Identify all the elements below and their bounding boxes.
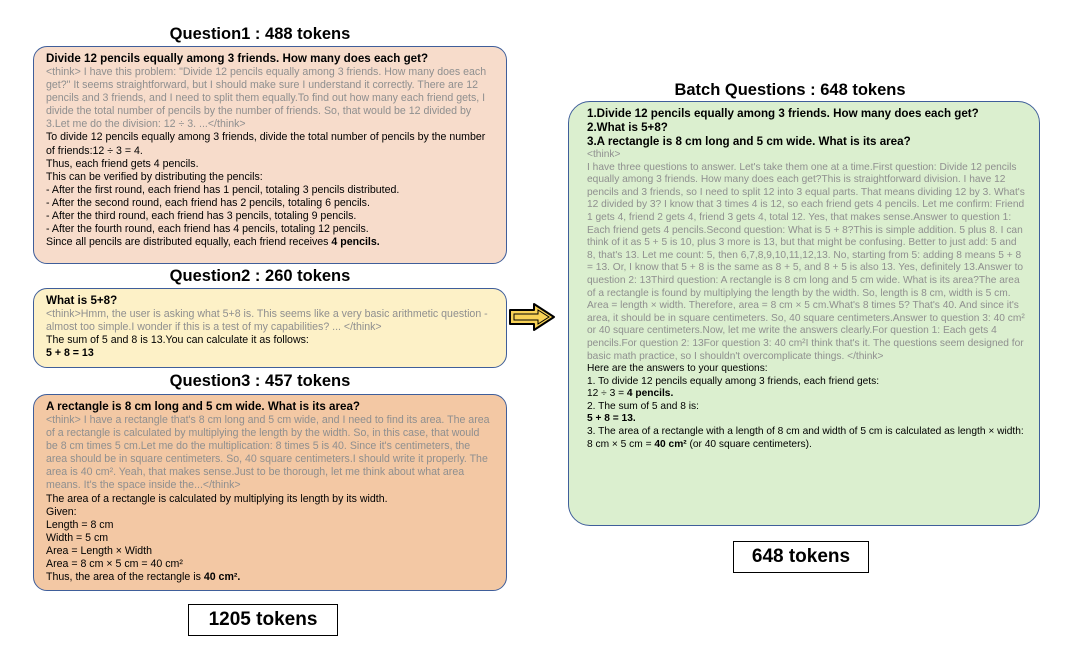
q1-box bbox=[33, 46, 507, 264]
q3-final-prefix: Thus, the area of the rectangle is bbox=[46, 571, 204, 584]
q1-answer-line: To divide 12 pencils equally among 3 friends, divide the total number of pencils by the number of friends:12 ÷ 3 = 4. bbox=[46, 131, 486, 157]
batch-question: 1.Divide 12 pencils equally among 3 friends. How many does each get? bbox=[587, 107, 979, 120]
right-arrow-icon bbox=[508, 302, 556, 332]
q3-think: <think> I have a rectangle that's 8 cm long and 5 cm wide, and I need to find its area. The area of a rectangle is calculated by multiplying the length by the width. So, in this case, that would be 8 cm times 5 cm.Let me do the multiplication: 8 times 5 is 40. Since it's centimeters, the area should be in square centimeters. So, 40 square centimeters.I should write it properly. The area is 40 cm². Yeah, that makes sense.Just to be thorough, let me think about what area means. It's the space inside the...</think> bbox=[46, 414, 490, 492]
q2-heading: Question2 : 260 tokens bbox=[169, 267, 351, 285]
batch-question: 2.What is 5+8? bbox=[587, 121, 668, 134]
batch-answer-1-bold: 4 pencils. bbox=[626, 388, 674, 400]
q1-answer-line: This can be verified by distributing the pencils: bbox=[46, 170, 263, 183]
batch-answer-3-result bbox=[587, 439, 1025, 452]
q1-final bbox=[46, 236, 494, 249]
q3-question: A rectangle is 8 cm long and 5 cm wide. What is its area? bbox=[46, 400, 360, 413]
left-total-badge: 1205 tokens bbox=[188, 604, 338, 636]
batch-think-open: <think> bbox=[587, 149, 621, 160]
q3-final-bold: 40 cm². bbox=[203, 571, 241, 584]
q3-heading: Question3 : 457 tokens bbox=[169, 372, 351, 390]
q2-question: What is 5+8? bbox=[46, 294, 118, 307]
q1-answer-line: - After the third round, each friend has 3 pencils, totaling 9 pencils. bbox=[46, 210, 357, 223]
q2-think: <think>Hmm, the user is asking what 5+8 is. This seems like a very basic arithmetic question - almost too simple.I wonder if this is a test of my capabilities? ... </think> bbox=[46, 308, 488, 334]
q2-box bbox=[33, 288, 507, 368]
q3-box bbox=[33, 394, 507, 591]
q3-answer-line: Given: bbox=[46, 505, 77, 518]
q1-question: Divide 12 pencils equally among 3 friends. How many does each get? bbox=[46, 52, 429, 65]
batch-box bbox=[568, 101, 1040, 526]
q2-answer: The sum of 5 and 8 is 13.You can calculate it as follows: bbox=[46, 334, 309, 347]
q3-answer-line: Area = Length × Width bbox=[46, 544, 153, 557]
batch-heading: Batch Questions : 648 tokens bbox=[674, 81, 906, 99]
q1-answer-line: - After the fourth round, each friend has 4 pencils, totaling 12 pencils. bbox=[46, 223, 369, 236]
q1-final-bold: 4 pencils. bbox=[331, 236, 380, 249]
q3-answer-line: The area of a rectangle is calculated by multiplying its length by its width. bbox=[46, 492, 388, 505]
batch-think: I have three questions to answer. Let's take them one at a time.First question: Divide 12 pencils equally among 3 friends. How many does each get?This is straightforward division. I have 12 pencils and 3 friends, so I need to split 12 into 3 equal parts. That means dividing 12 by 3. What's 12 divided by 3? I know that 3 times 4 is 12, so each friend gets 4 pencils. Let me confirm: Friend 1 gets 4, friend 2 gets 4, friend 3 gets 4, total 12. Yes, that makes sense.Answer to question 1: Each friend gets 4 pencils.Second question: What is 5 + 8?This is simple addition. 5 plus 8. I can think of it as 5 + 5 is 10, plus 3 more is 13, but that might be confusing. Better to just add: 5 and 8, that's 13. Let me count: 5, then 6,7,8,9,10,11,12,13. No, starting from 5: adding 8 means 5 + 8 = 13. Or, I know that 5 + 8 is the same as 8 + 5, and 8 + 5 is also 13. Yes, definitely 13.Answer to question 2: 13Third question: A rectangle is 8 cm long and 5 cm wide. What is its area?The area of a rectangle is found by multiplying the length by the width. So, length is 8 cm, width is 5 cm. Area = length × width. Therefore, area = 8 cm × 5 cm.What's 8 times 5? That's 40. And since it's area, it should be in square centimeters. So, 40 square centimeters.Answer to question 3: 40 cm² or 40 square centimeters.Now, let me write the answers clearly.For question 1: Each gets 4 pencils.For question 2: 13For question 3: 40 cm²I think that's it. The questions seem designed for basic math practice, so I shouldn't overcomplicate things. </think> bbox=[587, 161, 1025, 362]
q3-answer-line: Length = 8 cm bbox=[46, 518, 114, 531]
q3-final bbox=[46, 571, 494, 584]
q3-answer-line: Area = 8 cm × 5 cm = 40 cm² bbox=[46, 558, 183, 571]
right-total-badge: 648 tokens bbox=[733, 541, 869, 573]
batch-answer-2: 2. The sum of 5 and 8 is: bbox=[587, 400, 699, 412]
batch-answer-2-result: 5 + 8 = 13. bbox=[587, 413, 636, 425]
q1-think: <think> I have this problem: "Divide 12 pencils equally among 3 friends. How many does each get?" It seems straightforward, but I should make sure I understand it correctly. There are 12 pencils and 3 friends, and I need to split them equally.To find out how many each friend gets, I divide the total number of pencils by the number of friends. So, that would be 12 divided by 3.Let me do the division: 12 ÷ 3. ...</think> bbox=[46, 66, 487, 131]
batch-answer-3-bold: 40 cm² bbox=[654, 438, 687, 450]
batch-answer-3-expr: 8 cm × 5 cm = bbox=[587, 438, 655, 450]
q1-answer-line: Thus, each friend gets 4 pencils. bbox=[46, 157, 199, 170]
q1-heading: Question1 : 488 tokens bbox=[169, 25, 351, 43]
batch-answer-1: 1. To divide 12 pencils equally among 3 friends, each friend gets: bbox=[587, 375, 880, 387]
batch-intro: Here are the answers to your questions: bbox=[587, 363, 768, 375]
batch-answer-3-suffix: (or 40 square centimeters). bbox=[686, 438, 812, 450]
batch-answer-1-expr: 12 ÷ 3 = bbox=[587, 388, 627, 400]
q1-answer-line: - After the second round, each friend has 2 pencils, totaling 6 pencils. bbox=[46, 196, 370, 209]
batch-question: 3.A rectangle is 8 cm long and 5 cm wide. What is its area? bbox=[587, 135, 911, 148]
q1-answer-line: - After the first round, each friend has 1 pencil, totaling 3 pencils distributed. bbox=[46, 183, 400, 196]
q3-answer-line: Width = 5 cm bbox=[46, 531, 109, 544]
q1-final-prefix: Since all pencils are distributed equally, each friend receives bbox=[46, 236, 332, 249]
batch-answer-1-result bbox=[587, 388, 1025, 401]
batch-answer-3: 3. The area of a rectangle with a length of 8 cm and width of 5 cm is calculated as length × width: bbox=[587, 426, 1024, 438]
q2-final: 5 + 8 = 13 bbox=[46, 347, 94, 360]
